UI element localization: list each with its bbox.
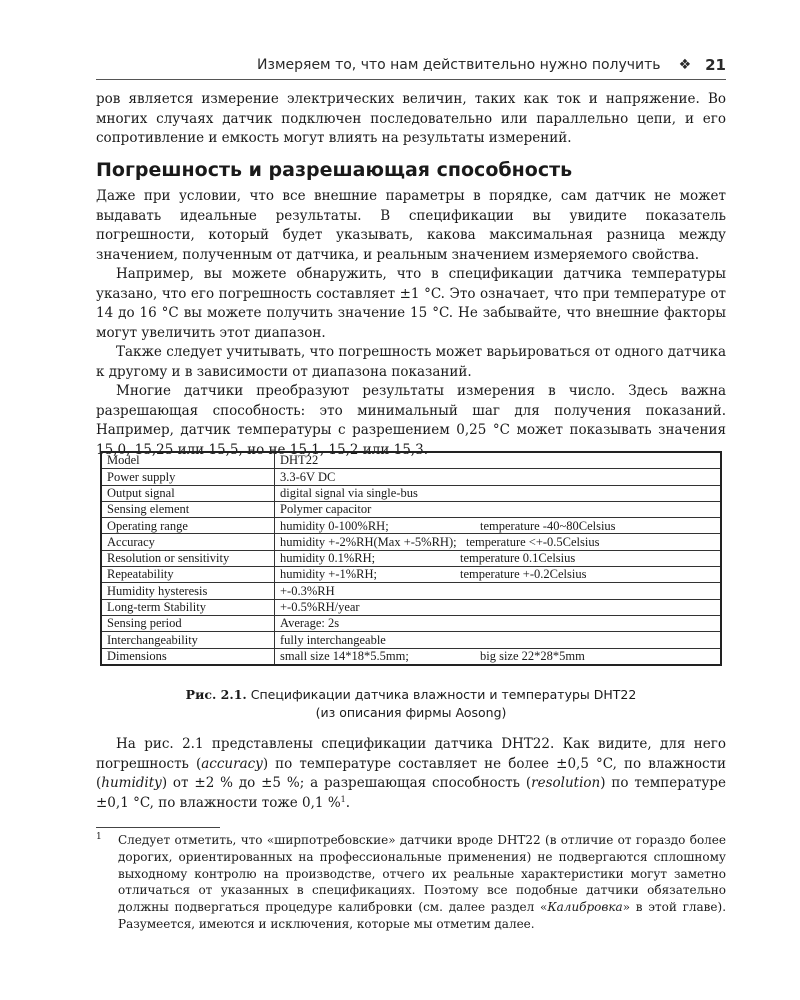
table-row (101, 452, 721, 469)
text-run: Следует отметить, что «ширпотребовские» датчики вроде DHT22 (в отличие от гораздо более дорогих, ориентированных на профессиональные применения) не подвергаются сплошному выходному контролю на производстве, отчего их реальные характеристики могут заметно отличаться от указанных в спецификациях. Поэтому все подобные датчики обязательно должны подвергаться процедуре калибровки (см. далее раздел « (118, 833, 726, 915)
table-cell-value: +-0.3%RH (275, 583, 722, 599)
table-row (101, 567, 721, 583)
section-body (96, 187, 726, 460)
paragraph-resolution: Многие датчики преобразуют результаты измерения в число. Здесь важна разрешающая способность: это минимальный шаг для получения показаний. Например, датчик температуры с разрешением 0,25 °C может показывать значения 15,0, 15,25 или 15,5, но не 15,1, 15,2 или 15,3. (96, 383, 726, 458)
table-cell-param: Repeatability (101, 567, 275, 583)
value-temperature: temperature +-0.2Celsius (460, 567, 587, 582)
table-row (101, 485, 721, 501)
value-small-size: small size 14*18*5.5mm; (280, 648, 409, 663)
table-row (101, 599, 721, 615)
table-cell-param: Sensing period (101, 615, 275, 631)
table-row (101, 615, 721, 631)
table-cell-param: Interchangeability (101, 632, 275, 648)
ornament-icon: ❖ (678, 57, 692, 73)
text-run: . (345, 794, 351, 811)
text-run: ) по температуре ±0,1 °C, по влажности тоже 0,1 % (96, 775, 726, 811)
table-cell-value (275, 534, 722, 550)
text-run: ) по температуре составляет не более ±0,5 °C, по влажности ( (96, 755, 726, 791)
table-cell-param: Long-term Stability (101, 599, 275, 615)
table-row (101, 550, 721, 566)
table-cell-param: Sensing element (101, 501, 275, 517)
table-row (101, 534, 721, 550)
text-run: ) от ±2 % до ±5 %; а разрешающая способность ( (161, 775, 532, 791)
paragraph-accuracy-intro: Даже при условии, что все внешние параметры в порядке, сам датчик не может выдавать идеальные результаты. В спецификации вы увидите показатель погрешности, который будет указывать, какова максимальная разница между значением, полученным от датчика, и реальным значением измеряемого свойства. (96, 188, 726, 263)
footnote-mark: 1 (96, 832, 102, 842)
caption-line1: Спецификации датчика влажности и температуры DHT22 (250, 687, 637, 702)
figure-label: Рис. 2.1. (185, 687, 247, 702)
spec-table (100, 451, 722, 666)
table-cell-param: Output signal (101, 485, 275, 501)
paragraph-figure-discussion (96, 735, 726, 813)
table-row (101, 648, 721, 665)
table-row (101, 501, 721, 517)
section-heading: Погрешность и разрешающая способность (96, 159, 573, 181)
table-cell-param: Accuracy (101, 534, 275, 550)
table-row (101, 518, 721, 534)
footnote-ref[interactable]: 1 (340, 794, 346, 804)
term-calibration: Калибровка (547, 900, 623, 915)
table-cell-value: DHT22 (275, 452, 722, 469)
table-cell-value: +-0.5%RH/year (275, 599, 722, 615)
running-head-title: Измеряем то, что нам действительно нужно получить (257, 57, 661, 73)
text-run: На рис. 2.1 представлены спецификации датчика DHT22. Как видите, для него погрешность ( (96, 736, 726, 772)
term-accuracy: accuracy (201, 755, 263, 772)
table-cell-param: Resolution or sensitivity (101, 550, 275, 566)
running-head (96, 54, 726, 76)
page-number: 21 (705, 56, 726, 74)
table-cell-param: Humidity hysteresis (101, 583, 275, 599)
table-cell-value: 3.3-6V DC (275, 469, 722, 485)
table-cell-value (275, 648, 722, 665)
table-cell-param: Power supply (101, 469, 275, 485)
table-row (101, 469, 721, 485)
value-temperature: temperature -40~80Celsius (480, 518, 616, 533)
table-cell-value: fully interchangeable (275, 632, 722, 648)
table-cell-value: digital signal via single-bus (275, 485, 722, 501)
footnote-text (118, 832, 726, 933)
table-cell-value (275, 567, 722, 583)
figure-caption (96, 686, 726, 722)
value-humidity: humidity +-1%RH; (280, 567, 377, 582)
value-temperature: temperature <+-0.5Celsius (465, 534, 600, 549)
paragraph-continued: ров является измерение электрических величин, таких как ток и напряжение. Во многих случаях датчик подключен последовательно или параллельно цепи, и его сопротивление и емкость могут влиять на результаты измерений. (96, 91, 726, 146)
table-cell-value: Average: 2s (275, 615, 722, 631)
table-cell-param: Operating range (101, 518, 275, 534)
text-run: » в этой главе). Разумеется, имеются и исключения, которые мы отметим далее. (118, 900, 727, 931)
caption-line2: (из описания фирмы Aosong) (315, 705, 507, 720)
term-humidity: humidity (101, 775, 162, 791)
table-row (101, 583, 721, 599)
table-cell-value: Polymer capacitor (275, 501, 722, 517)
footnote-rule (96, 827, 220, 828)
value-humidity: humidity 0.1%RH; (280, 551, 376, 566)
paragraph-example: Например, вы можете обнаружить, что в спецификации датчика температуры указано, что его погрешность составляет ±1 °C. Это означает, что при температуре от 14 до 16 °C вы можете получить значение 15 °C. Не забывайте, что внешние факторы могут увеличить этот диапазон. (96, 266, 726, 341)
term-resolution: resolution (531, 775, 601, 791)
table-cell-value (275, 550, 722, 566)
header-rule (96, 79, 726, 80)
table-cell-param: Dimensions (101, 648, 275, 665)
table-row (101, 632, 721, 648)
table-cell-param: Model (101, 452, 275, 469)
value-temperature: temperature 0.1Celsius (460, 551, 576, 566)
value-humidity: humidity 0-100%RH; (280, 518, 389, 533)
value-big-size: big size 22*28*5mm (480, 648, 585, 663)
table-cell-value (275, 518, 722, 534)
value-humidity: humidity +-2%RH(Max +-5%RH); (280, 534, 457, 549)
paragraph-variation: Также следует учитывать, что погрешность может варьироваться от одного датчика к другому и в зависимости от диапазона показаний. (96, 344, 726, 380)
